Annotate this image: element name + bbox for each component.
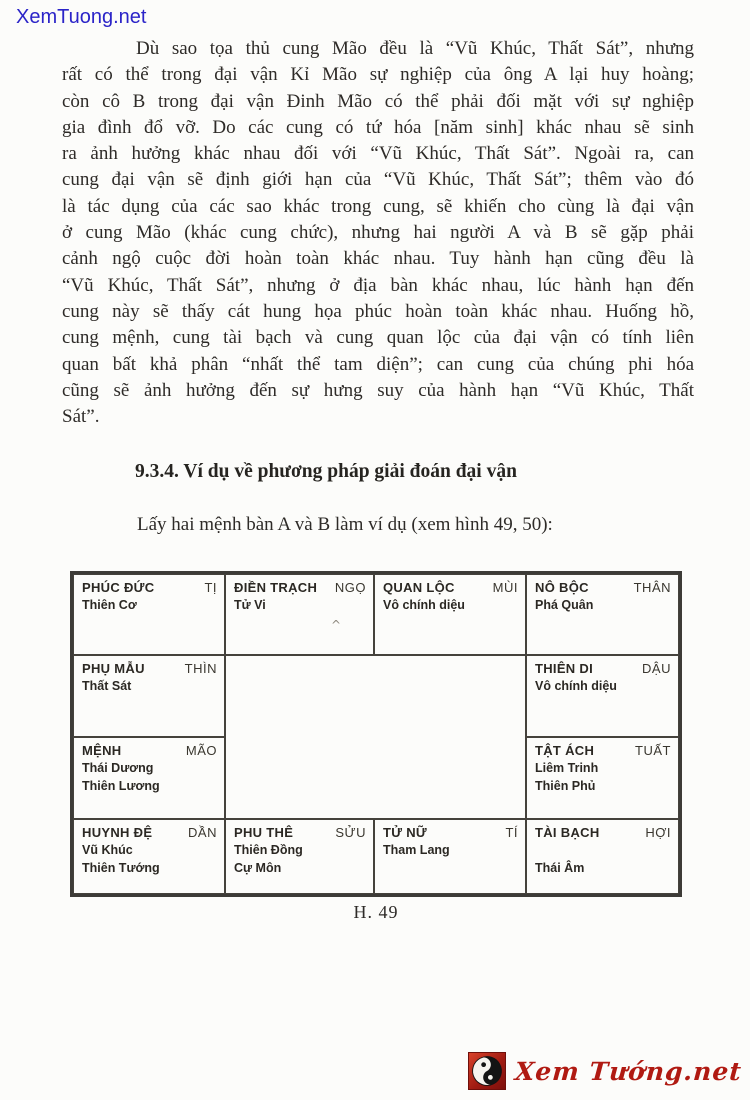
branch-name: THÌN	[184, 661, 217, 676]
branch-name: TỊ	[204, 580, 217, 595]
paragraph-line: cảnh ngộ cuộc đời hoàn toàn khác nhau. Tuy hành hạn cũng đều là	[62, 248, 694, 270]
palace-cell-thien-di	[526, 655, 679, 737]
palace-name: NÔ BỘC	[535, 580, 589, 595]
palace-name: QUAN LỘC	[383, 580, 455, 595]
palace-cell-dien-trach	[225, 574, 374, 655]
ziwei-chart-figure	[70, 571, 682, 897]
branch-name: NGỌ	[334, 580, 366, 595]
branch-name: DẬU	[642, 661, 671, 676]
site-logo-text: Xem Tướng.net	[514, 1056, 744, 1086]
palace-name: PHỤ MẪU	[82, 661, 145, 676]
paragraph-line: quan bất khả phân “nhất thể tam diện”; can cung của chúng phi hóa	[62, 353, 694, 375]
main-paragraph	[62, 36, 694, 430]
star-name: Thiên Cơ	[82, 598, 137, 612]
paragraph-line: gia đình đổ vỡ. Do các cung có tứ hóa [năm sinh] khác nhau sẽ sinh	[62, 116, 694, 138]
branch-name: TUẤT	[635, 743, 671, 758]
star-name: Thái Dương	[82, 761, 154, 775]
star-name: Phá Quân	[535, 598, 594, 612]
palace-name: MỆNH	[82, 743, 122, 758]
star-name: Tham Lang	[383, 843, 450, 857]
star-name: Thiên Lương	[82, 779, 160, 793]
palace-name: HUYNH ĐỆ	[82, 825, 153, 840]
palace-name: TỬ NỮ	[383, 825, 428, 840]
scan-mark: ^	[331, 618, 342, 632]
palace-name: THIÊN DI	[535, 661, 594, 676]
branch-name: HỢI	[645, 825, 671, 840]
paragraph-line: Sát”.	[62, 406, 100, 428]
paragraph-line: cung đại vận sẽ định giới hạn của “Vũ Khúc, Thất Sát”; thêm vào đó	[62, 169, 694, 191]
paragraph-line: là tác dụng của các sao khác trong cung, sẽ khiến cho cùng là đại vận	[62, 195, 694, 217]
branch-name: DẦN	[188, 825, 217, 840]
palace-cell-tat-ach	[526, 737, 679, 819]
star-name: Thất Sát	[82, 679, 132, 693]
palace-cell-tu-nu	[374, 819, 526, 894]
paragraph-line: cung mệnh, cung tài bạch và cung quan lộc của đại vận có tính liên	[62, 327, 694, 349]
paragraph-line: “Vũ Khúc, Thất Sát”, nhưng ở địa bàn khác nhau, lúc hành hạn đến	[62, 274, 694, 296]
palace-name: TẬT ÁCH	[535, 743, 595, 758]
star-name: Vô chính diệu	[383, 598, 465, 612]
palace-cell-quan-loc	[374, 574, 526, 655]
palace-cell-phu-mau	[73, 655, 225, 737]
paragraph-line: còn cô B trong đại vận Đinh Mão có thể phải đối mặt với sự nghiệp	[62, 90, 694, 112]
site-watermark-top: XemTuong.net	[16, 6, 147, 28]
palace-name: PHÚC ĐỨC	[82, 580, 155, 595]
paragraph-line: ra ảnh hưởng khác nhau đối với “Vũ Khúc, Thất Sát”. Ngoài ra, can	[62, 143, 694, 165]
star-name: Thiên Phủ	[535, 779, 596, 793]
star-name: Thiên Tướng	[82, 861, 160, 875]
site-logo-bottom	[468, 1052, 742, 1090]
branch-name: MÙI	[492, 580, 518, 595]
star-name: Thái Âm	[535, 861, 585, 875]
star-name: Cự Môn	[234, 861, 282, 875]
yin-yang-icon	[468, 1052, 506, 1090]
branch-name: SỬU	[335, 825, 366, 840]
intro-line: Lấy hai mệnh bàn A và B làm ví dụ (xem hình 49, 50):	[137, 514, 553, 535]
star-name: Vũ Khúc	[82, 843, 133, 857]
star-name: Thiên Đồng	[234, 843, 303, 857]
branch-name: TÍ	[505, 825, 518, 840]
branch-name: THÂN	[633, 580, 671, 595]
palace-cell-tai-bach	[526, 819, 679, 894]
paragraph-line: cũng sẽ ảnh hưởng đến sự hưng suy của hành hạn “Vũ Khúc, Thất	[62, 379, 694, 401]
paragraph-line: rất có thể trong đại vận Kỉ Mão sự nghiệp của ông A lại huy hoàng;	[62, 64, 694, 86]
palace-cell-huynh-de	[73, 819, 225, 894]
palace-name: ĐIỀN TRẠCH	[234, 580, 318, 595]
section-heading: 9.3.4. Ví dụ về phương pháp giải đoán đại vận	[135, 461, 517, 482]
chart-center-empty	[225, 655, 526, 819]
palace-cell-phu-the	[225, 819, 374, 894]
star-name: Liêm Trinh	[535, 761, 599, 775]
star-name: Tử Vi	[234, 598, 266, 612]
palace-cell-menh	[73, 737, 225, 819]
palace-name: TÀI BẠCH	[535, 825, 600, 840]
palace-name: PHU THÊ	[234, 825, 294, 840]
branch-name: MÃO	[185, 743, 217, 758]
palace-cell-phuc-duc	[73, 574, 225, 655]
figure-caption: H. 49	[353, 902, 399, 922]
paragraph-line: Dù sao tọa thủ cung Mão đều là “Vũ Khúc, Thất Sát”, nhưng	[136, 38, 694, 59]
star-name: Vô chính diệu	[535, 679, 617, 693]
paragraph-line: ở cung Mão (khác cung chức), nhưng hai người A và B sẽ gặp phải	[62, 222, 694, 244]
paragraph-line: cung này sẽ thấy cát hung họa phúc hoàn toàn khác nhau. Huống hồ,	[62, 300, 694, 322]
palace-cell-no-boc	[526, 574, 679, 655]
